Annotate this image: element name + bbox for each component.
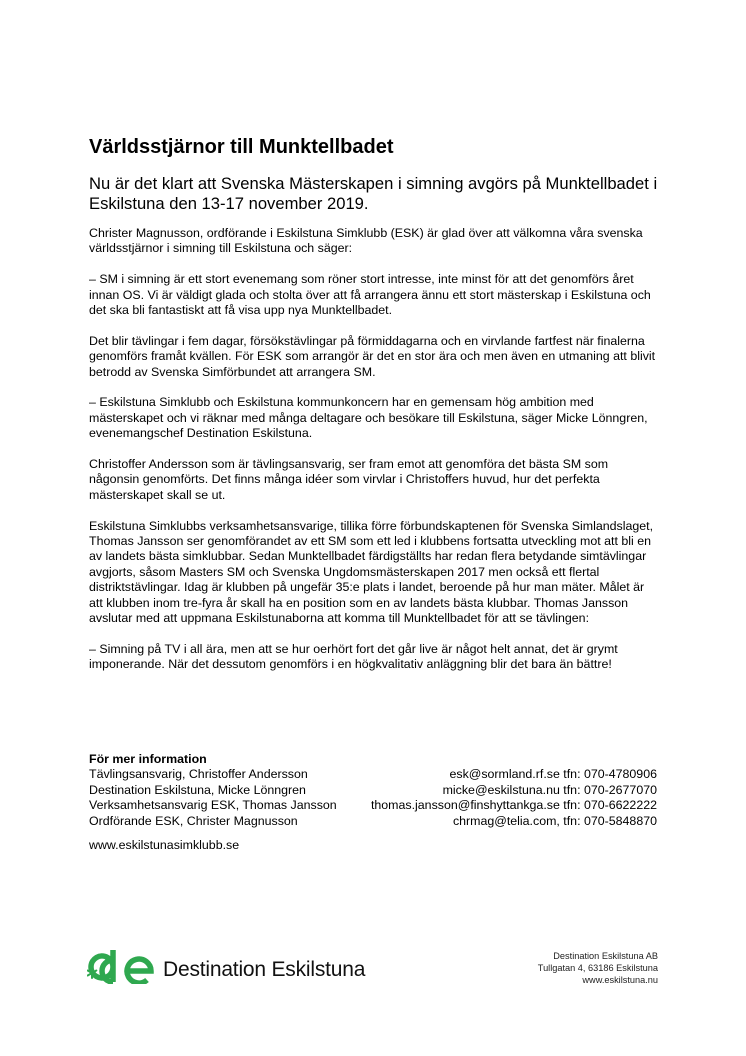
company-website-link[interactable]: www.eskilstuna.nu [582,975,658,985]
contact-row [89,798,657,813]
paragraph: – SM i simning är ett stort evenemang som röner stort intresse, inte minst för att det genomförs året innan OS. Vi är väldigt glada och stolta över att få arrangera ännu ett stort mästerskap i Eskilstuna och det ska bli fantastiskt att få visa upp nya Munktellbadet. [89,272,651,318]
contact-details[interactable]: micke@eskilstuna.nu tfn: 070-2677070 [442,782,657,797]
paragraph: – Simning på TV i all ära, men att se hur oerhört fort det går live är något helt annat, det är grymt imponerande. När det dessutom genomförs i en högkvalitativ anläggning blir det bara än bättre! [89,641,618,672]
contact-row [89,783,657,798]
destination-eskilstuna-logo [87,944,365,984]
paragraph: Eskilstuna Simklubbs verksamhetsansvarige, tillika förre förbundskaptenen för Svenska Simlandslaget, Thomas Jansson ser genomförandet av ett SM som ett led i klubbens fortsatta utveckling mot att bli en av landets bästa simklubbar. Sedan Munktellbadet färdigställts har redan flera betydande simtävlingar avgjorts, såsom Masters SM och Svenska Ungdomsmästerskapen 2017 men också ett flertal distriktstävlingar. Idag är klubben på ungefär 35:e plats i landet, beroende på hur man mäter. Målet är att klubben inom tre-fyra år skall ha en position som en av landets bästa klubbar. Thomas Jansson avslutar med att uppmana Eskilstunaborna att komma till Munktellbadet för att se tävlingen: [89,518,654,626]
contact-row [89,814,657,829]
contact-role: Verksamhetsansvarig ESK, Thomas Jansson [89,798,337,813]
de-logo-icon [87,948,155,984]
contact-details[interactable]: thomas.jansson@finshyttankga.se tfn: 070-6622222 [370,798,657,813]
company-address: Tullgatan 4, 63186 Eskilstuna [537,963,658,973]
contact-info-heading: För mer information [89,752,207,766]
contact-role: Tävlingsansvarig, Christoffer Andersson [89,767,308,782]
article-lead: Nu är det klart att Svenska Mästerskapen i simning avgörs på Munktellbadet i Eskilstuna den 13-17 november 2019. [89,174,658,213]
article-body [89,226,661,688]
paragraph: Det blir tävlingar i fem dagar, försökstävlingar på förmiddagarna och en virvlande fartfest när finalerna genomförs framåt kvällen. För ESK som arrangör är det en stor ära och men även en utmaning att blivit betrodd av Svenska Simförbundet att arrangera SM. [89,333,656,379]
article-title: Världsstjärnor till Munktellbadet [89,136,394,158]
paragraph: Christoffer Andersson som är tävlingsansvarig, ser fram emot att genomföra det bästa SM som någonsin genomförts. Det finns många idéer som virvlar i Christoffers huvud, hur det perfekta mästerskapet skall se ut. [89,457,609,502]
club-website-link[interactable]: www.eskilstunasimklubb.se [89,838,240,852]
contact-role: Destination Eskilstuna, Micke Lönngren [89,782,306,797]
footer-address [538,950,658,986]
contact-details[interactable]: esk@sormland.rf.se tfn: 070-4780906 [449,767,657,782]
company-name: Destination Eskilstuna AB [553,951,658,961]
logo-text: Destination Eskilstuna [163,958,366,981]
contact-row [89,767,657,782]
contact-info [89,752,657,829]
contact-role: Ordförande ESK, Christer Magnusson [89,813,298,828]
contact-details[interactable]: chrmag@telia.com, tfn: 070-5848870 [452,813,657,828]
paragraph: – Eskilstuna Simklubb och Eskilstuna kommunkoncern har en gemensam hög ambition med mästerskapet och vi räknar med många deltagare och besökare till Eskilstuna, säger Micke Lönngren, evenemangschef Destination Eskilstuna. [89,395,648,441]
paragraph: Christer Magnusson, ordförande i Eskilstuna Simklubb (ESK) är glad över att välkomna våra svenska världsstjärnor i simning till Eskilstuna och säger: [89,226,643,256]
